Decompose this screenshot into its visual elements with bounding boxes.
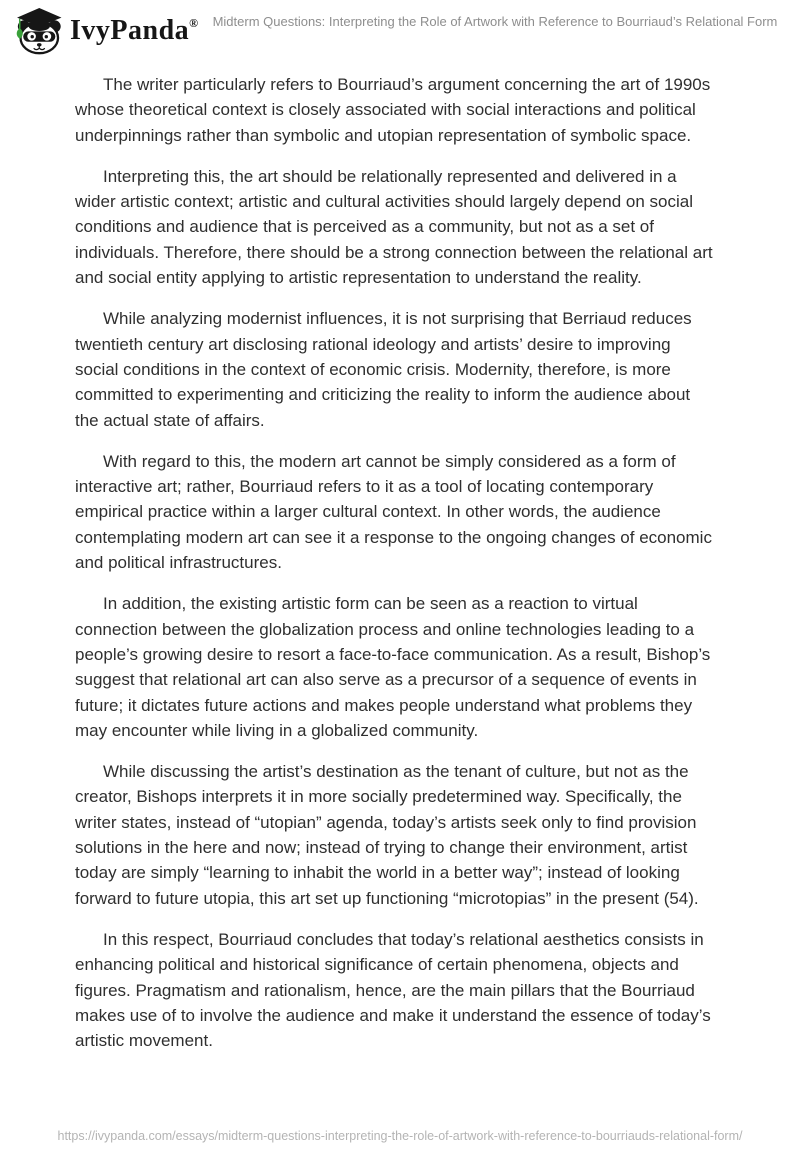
brand-text: IvyPanda: [70, 15, 190, 46]
source-url: https://ivypanda.com/essays/midterm-questions-interpreting-the-role-of-artwork-with-reference-to-bourriauds-relational-form/: [57, 1129, 743, 1143]
document-title: Midterm Questions: Interpreting the Role of Artwork with Reference to Bourriaud’s Relational Form: [212, 14, 778, 29]
essay-paragraph: In addition, the existing artistic form can be seen as a reaction to virtual connection between the globalization process and online technologies leading to a people’s growing desire to resort a face-to-face communication. As a result, Bishop’s suggest that relational art can also serve as a precursor of a sequence of events in future; it dictates future actions and makes people understand what problems they may encounter while living in a globalized community.: [75, 594, 711, 740]
essay-paragraph: While discussing the artist’s destination as the tenant of culture, but not as the creator, Bishops interprets it in more socially predetermined way. Specifically, the writer states, instead of “utopian” agenda, today’s artists seek only to find provision solutions in the here and now; instead of trying to change their environment, artist today are simply “learning to inhabit the world in a better way”; instead of looking forward to future utopia, this art set up functioning “microtopias” in the present (54).: [75, 762, 699, 908]
essay-paragraph: While analyzing modernist influences, it is not surprising that Berriaud reduces twentieth century art disclosing rational ideology and artists’ desire to improving social conditions in the context of economic crisis. Modernity, therefore, is more committed to experimenting and criticizing the reality to inform the audience about the actual state of affairs.: [75, 309, 692, 430]
page-header: [0, 0, 800, 64]
ivypanda-logo: [14, 6, 199, 56]
essay-paragraph: The writer particularly refers to Bourriaud’s argument concerning the art of 1990s whose theoretical context is closely associated with social interactions and political underpinnings rather than symbolic and utopian representation of symbolic space.: [75, 75, 711, 145]
essay-body: [75, 72, 718, 1069]
essay-paragraph: With regard to this, the modern art cannot be simply considered as a form of interactive art; rather, Bourriaud refers to it as a tool of locating contemporary empirical practice within a larger cultural context. In other words, the audience contemplating modern art can see it a response to the ongoing changes of economic and political infrastructures.: [75, 451, 712, 573]
essay-paragraph: In this respect, Bourriaud concludes that today’s relational aesthetics consists in enhancing political and historical significance of certain phenomena, objects and figures. Pragmatism and rationalism, hence, are the main pillars that the Bourriaud makes use of to involve the audience and make it understand the essence of today’s artistic movement.: [75, 929, 711, 1051]
essay-paragraph: Interpreting this, the art should be relationally represented and delivered in a wider artistic context; artistic and cultural activities should largely depend on social conditions and audience that is perceived as a community, but not as a set of individuals. Therefore, there should be a strong connection between the relational art and social entity applying to artistic representation to understand the reality.: [75, 166, 713, 288]
registered-trademark-mark: ®: [189, 16, 199, 30]
panda-graduate-logo-icon: [14, 6, 63, 56]
brand-name: [70, 17, 199, 45]
